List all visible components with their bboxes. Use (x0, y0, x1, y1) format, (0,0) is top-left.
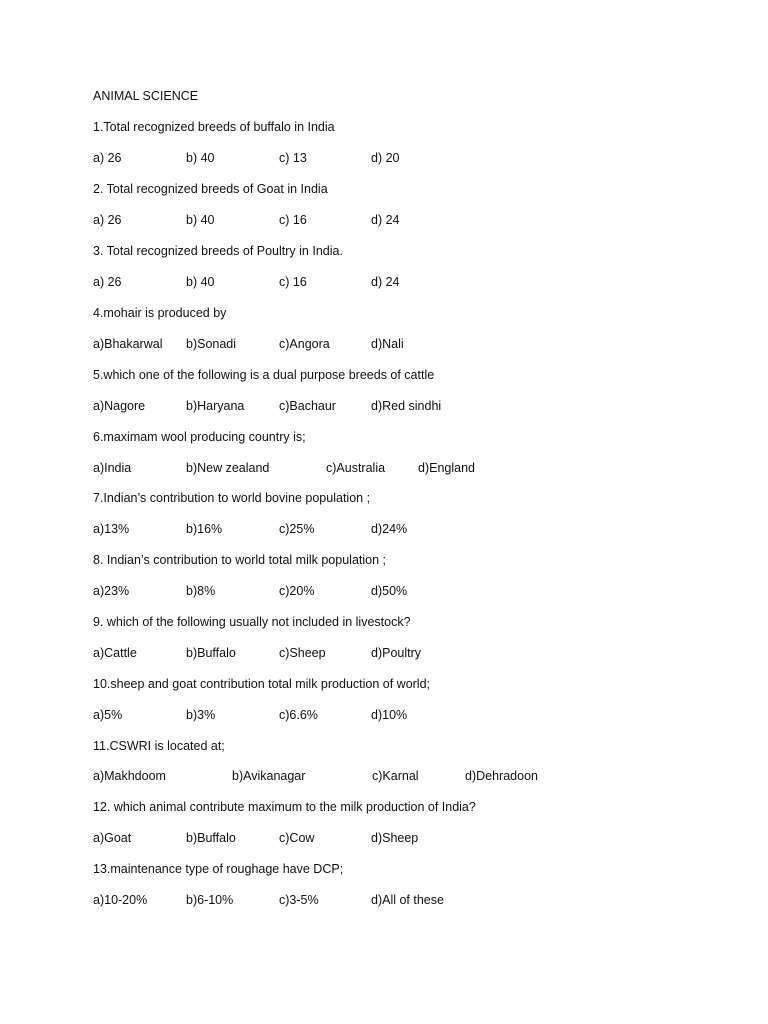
question-7: 7.Indian’s contribution to world bovine population ; (93, 491, 371, 505)
document-title: ANIMAL SCIENCE (93, 89, 199, 103)
question-3: 3. Total recognized breeds of Poultry in India. (93, 244, 343, 258)
option-b: b) 40 (186, 151, 215, 165)
option-c: c) 13 (279, 151, 307, 165)
option-c: c)Australia (326, 461, 386, 475)
option-c: c) 16 (279, 213, 307, 227)
option-a: a)23% (93, 584, 130, 598)
option-d: d)All of these (371, 893, 444, 907)
option-d: d) 24 (371, 213, 400, 227)
question-12: 12. which animal contribute maximum to the milk production of India? (93, 800, 476, 814)
option-c: c) 16 (279, 275, 307, 289)
option-a: a)Makhdoom (93, 769, 166, 783)
question-5: 5.which one of the following is a dual purpose breeds of cattle (93, 368, 435, 382)
question-11: 11.CSWRI is located at; (93, 739, 225, 753)
option-d: d) 24 (371, 275, 400, 289)
option-c: c)6.6% (279, 708, 318, 722)
option-b: b)16% (186, 522, 223, 536)
option-b: b)8% (186, 584, 216, 598)
option-d: d)24% (371, 522, 408, 536)
option-b: b)Haryana (186, 399, 245, 413)
question-10: 10.sheep and goat contribution total milk production of world; (93, 677, 431, 691)
question-1: 1.Total recognized breeds of buffalo in India (93, 120, 335, 134)
option-d: d)Nali (371, 337, 404, 351)
option-d: d)10% (371, 708, 408, 722)
option-b: b)New zealand (186, 461, 270, 475)
option-a: a)Bhakarwal (93, 337, 163, 351)
question-4: 4.mohair is produced by (93, 306, 227, 320)
option-b: b)3% (186, 708, 216, 722)
option-a: a)India (93, 461, 132, 475)
option-d: d)England (418, 461, 475, 475)
option-d: d)Red sindhi (371, 399, 442, 413)
option-c: c)Bachaur (279, 399, 336, 413)
option-a: a) 26 (93, 213, 122, 227)
option-d: d)Poultry (371, 646, 422, 660)
option-c: c)Karnal (372, 769, 419, 783)
question-8: 8. Indian’s contribution to world total milk population ; (93, 553, 386, 567)
option-a: a)10-20% (93, 893, 148, 907)
option-c: c)20% (279, 584, 315, 598)
option-a: a)Goat (93, 831, 132, 845)
option-c: c)Sheep (279, 646, 326, 660)
option-b: b)Sonadi (186, 337, 237, 351)
option-a: a) 26 (93, 275, 122, 289)
option-b: b)Avikanagar (232, 769, 306, 783)
option-a: a)13% (93, 522, 130, 536)
option-d: d)Dehradoon (465, 769, 538, 783)
option-b: b)Buffalo (186, 831, 236, 845)
option-c: c)Angora (279, 337, 330, 351)
option-d: d) 20 (371, 151, 400, 165)
option-b: b)6-10% (186, 893, 234, 907)
option-d: d)Sheep (371, 831, 419, 845)
question-6: 6.maximam wool producing country is; (93, 430, 306, 444)
option-a: a)Cattle (93, 646, 137, 660)
option-b: b) 40 (186, 275, 215, 289)
question-2: 2. Total recognized breeds of Goat in India (93, 182, 328, 196)
option-a: a)Nagore (93, 399, 146, 413)
option-b: b)Buffalo (186, 646, 236, 660)
option-d: d)50% (371, 584, 408, 598)
option-c: c)Cow (279, 831, 315, 845)
question-9: 9. which of the following usually not included in livestock? (93, 615, 411, 629)
option-b: b) 40 (186, 213, 215, 227)
option-c: c)3-5% (279, 893, 319, 907)
question-13: 13.maintenance type of roughage have DCP; (93, 862, 344, 876)
option-c: c)25% (279, 522, 315, 536)
option-a: a)5% (93, 708, 123, 722)
option-a: a) 26 (93, 151, 122, 165)
